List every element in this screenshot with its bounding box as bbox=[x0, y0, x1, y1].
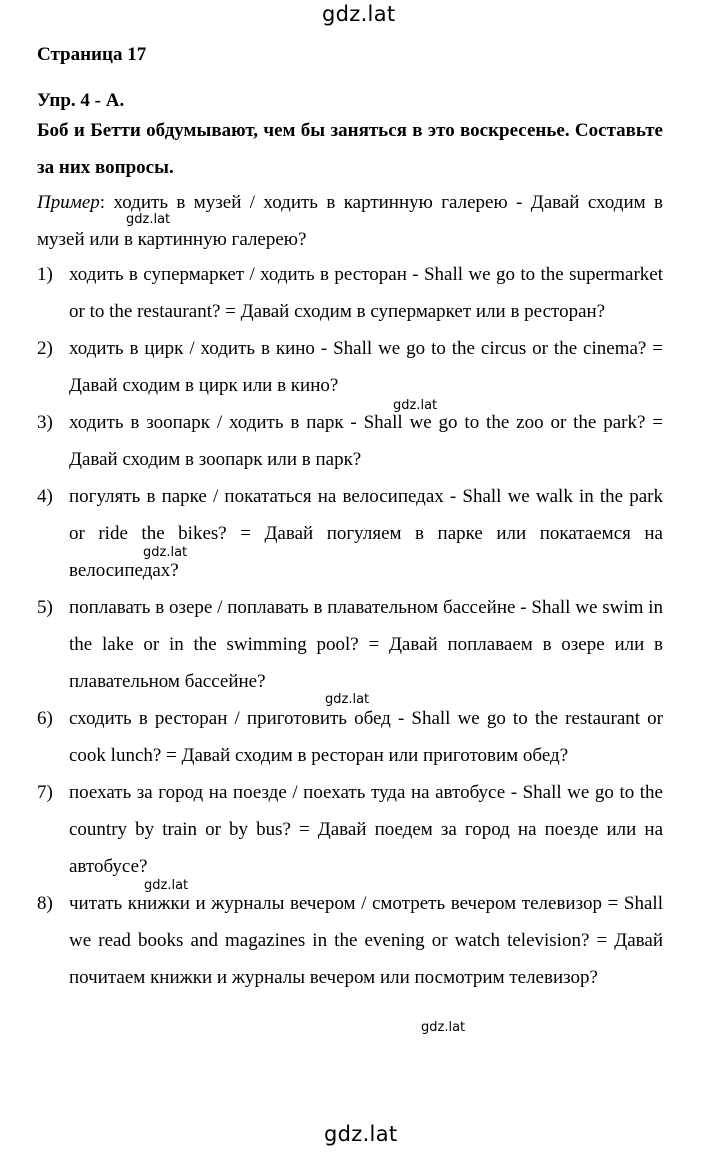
answer-number: 1) bbox=[37, 264, 53, 285]
example-text: : ходить в музей / ходить в картинную галерею - Давай сходим в музей или в картинную галерею? bbox=[37, 192, 663, 250]
watermark-inline: gdz.lat bbox=[421, 1020, 466, 1035]
answer-text: сходить в ресторан / приготовить обед - Shall we go to the restaurant or cook lunch? = Давай сходим в ресторан или приготовим обед? bbox=[69, 708, 663, 766]
answer-item-5 bbox=[37, 589, 663, 700]
watermark-inline: gdz.lat bbox=[143, 545, 188, 560]
answer-item-1 bbox=[37, 256, 663, 330]
answer-item-8 bbox=[37, 885, 663, 996]
page-title: Страница 17 bbox=[37, 44, 147, 65]
answer-list bbox=[37, 256, 663, 996]
example-label: Пример bbox=[37, 192, 100, 213]
answer-text: погулять в парке / покататься на велосипедах - Shall we walk in the park or ride the bikes? = Давай погуляем в парке или покатаемся на велосипедах? bbox=[69, 486, 663, 581]
answer-text: ходить в зоопарк / ходить в парк - Shall we go to the zoo or the park? = Давай сходим в зоопарк или в парк? bbox=[69, 412, 663, 470]
watermark-inline: gdz.lat bbox=[325, 692, 370, 707]
answer-text: читать книжки и журналы вечером / смотреть вечером телевизор = Shall we read books and magazines in the evening or watch television? = Давай почитаем книжки и журналы вечером или посмотрим телевизор? bbox=[69, 893, 663, 988]
answer-number: 7) bbox=[37, 782, 53, 803]
answer-item-6 bbox=[37, 700, 663, 774]
answer-number: 8) bbox=[37, 893, 53, 914]
answer-text: поехать за город на поезде / поехать туда на автобусе - Shall we go to the country by train or by bus? = Давай поедем за город на поезде или на автобусе? bbox=[69, 782, 663, 877]
task-text: Боб и Бетти обдумывают, чем бы заняться в это воскресенье. Составьте за них вопросы. bbox=[37, 120, 663, 178]
watermark-inline: gdz.lat bbox=[393, 398, 438, 413]
answer-number: 4) bbox=[37, 486, 53, 507]
answer-item-2 bbox=[37, 330, 663, 404]
answer-item-3 bbox=[37, 404, 663, 478]
watermark-bottom: gdz.lat bbox=[324, 1122, 398, 1146]
exercise-title: Упр. 4 - А. bbox=[37, 90, 125, 111]
answer-text: поплавать в озере / поплавать в плавательном бассейне - Shall we swim in the lake or in the swimming pool? = Давай поплаваем в озере или в плавательном бассейне? bbox=[69, 597, 663, 692]
watermark-inline: gdz.lat bbox=[126, 212, 171, 227]
answer-number: 6) bbox=[37, 708, 53, 729]
answer-number: 3) bbox=[37, 412, 53, 433]
watermark-top: gdz.lat bbox=[322, 2, 396, 26]
watermark-inline: gdz.lat bbox=[144, 878, 189, 893]
answer-text: ходить в цирк / ходить в кино - Shall we go to the circus or the cinema? = Давай сходим в цирк или в кино? bbox=[69, 338, 663, 396]
answer-text: ходить в супермаркет / ходить в ресторан - Shall we go to the supermarket or to the restaurant? = Давай сходим в супермаркет или в ресторан? bbox=[69, 264, 663, 322]
answer-number: 2) bbox=[37, 338, 53, 359]
answer-item-4 bbox=[37, 478, 663, 589]
answer-item-7 bbox=[37, 774, 663, 885]
answer-number: 5) bbox=[37, 597, 53, 618]
